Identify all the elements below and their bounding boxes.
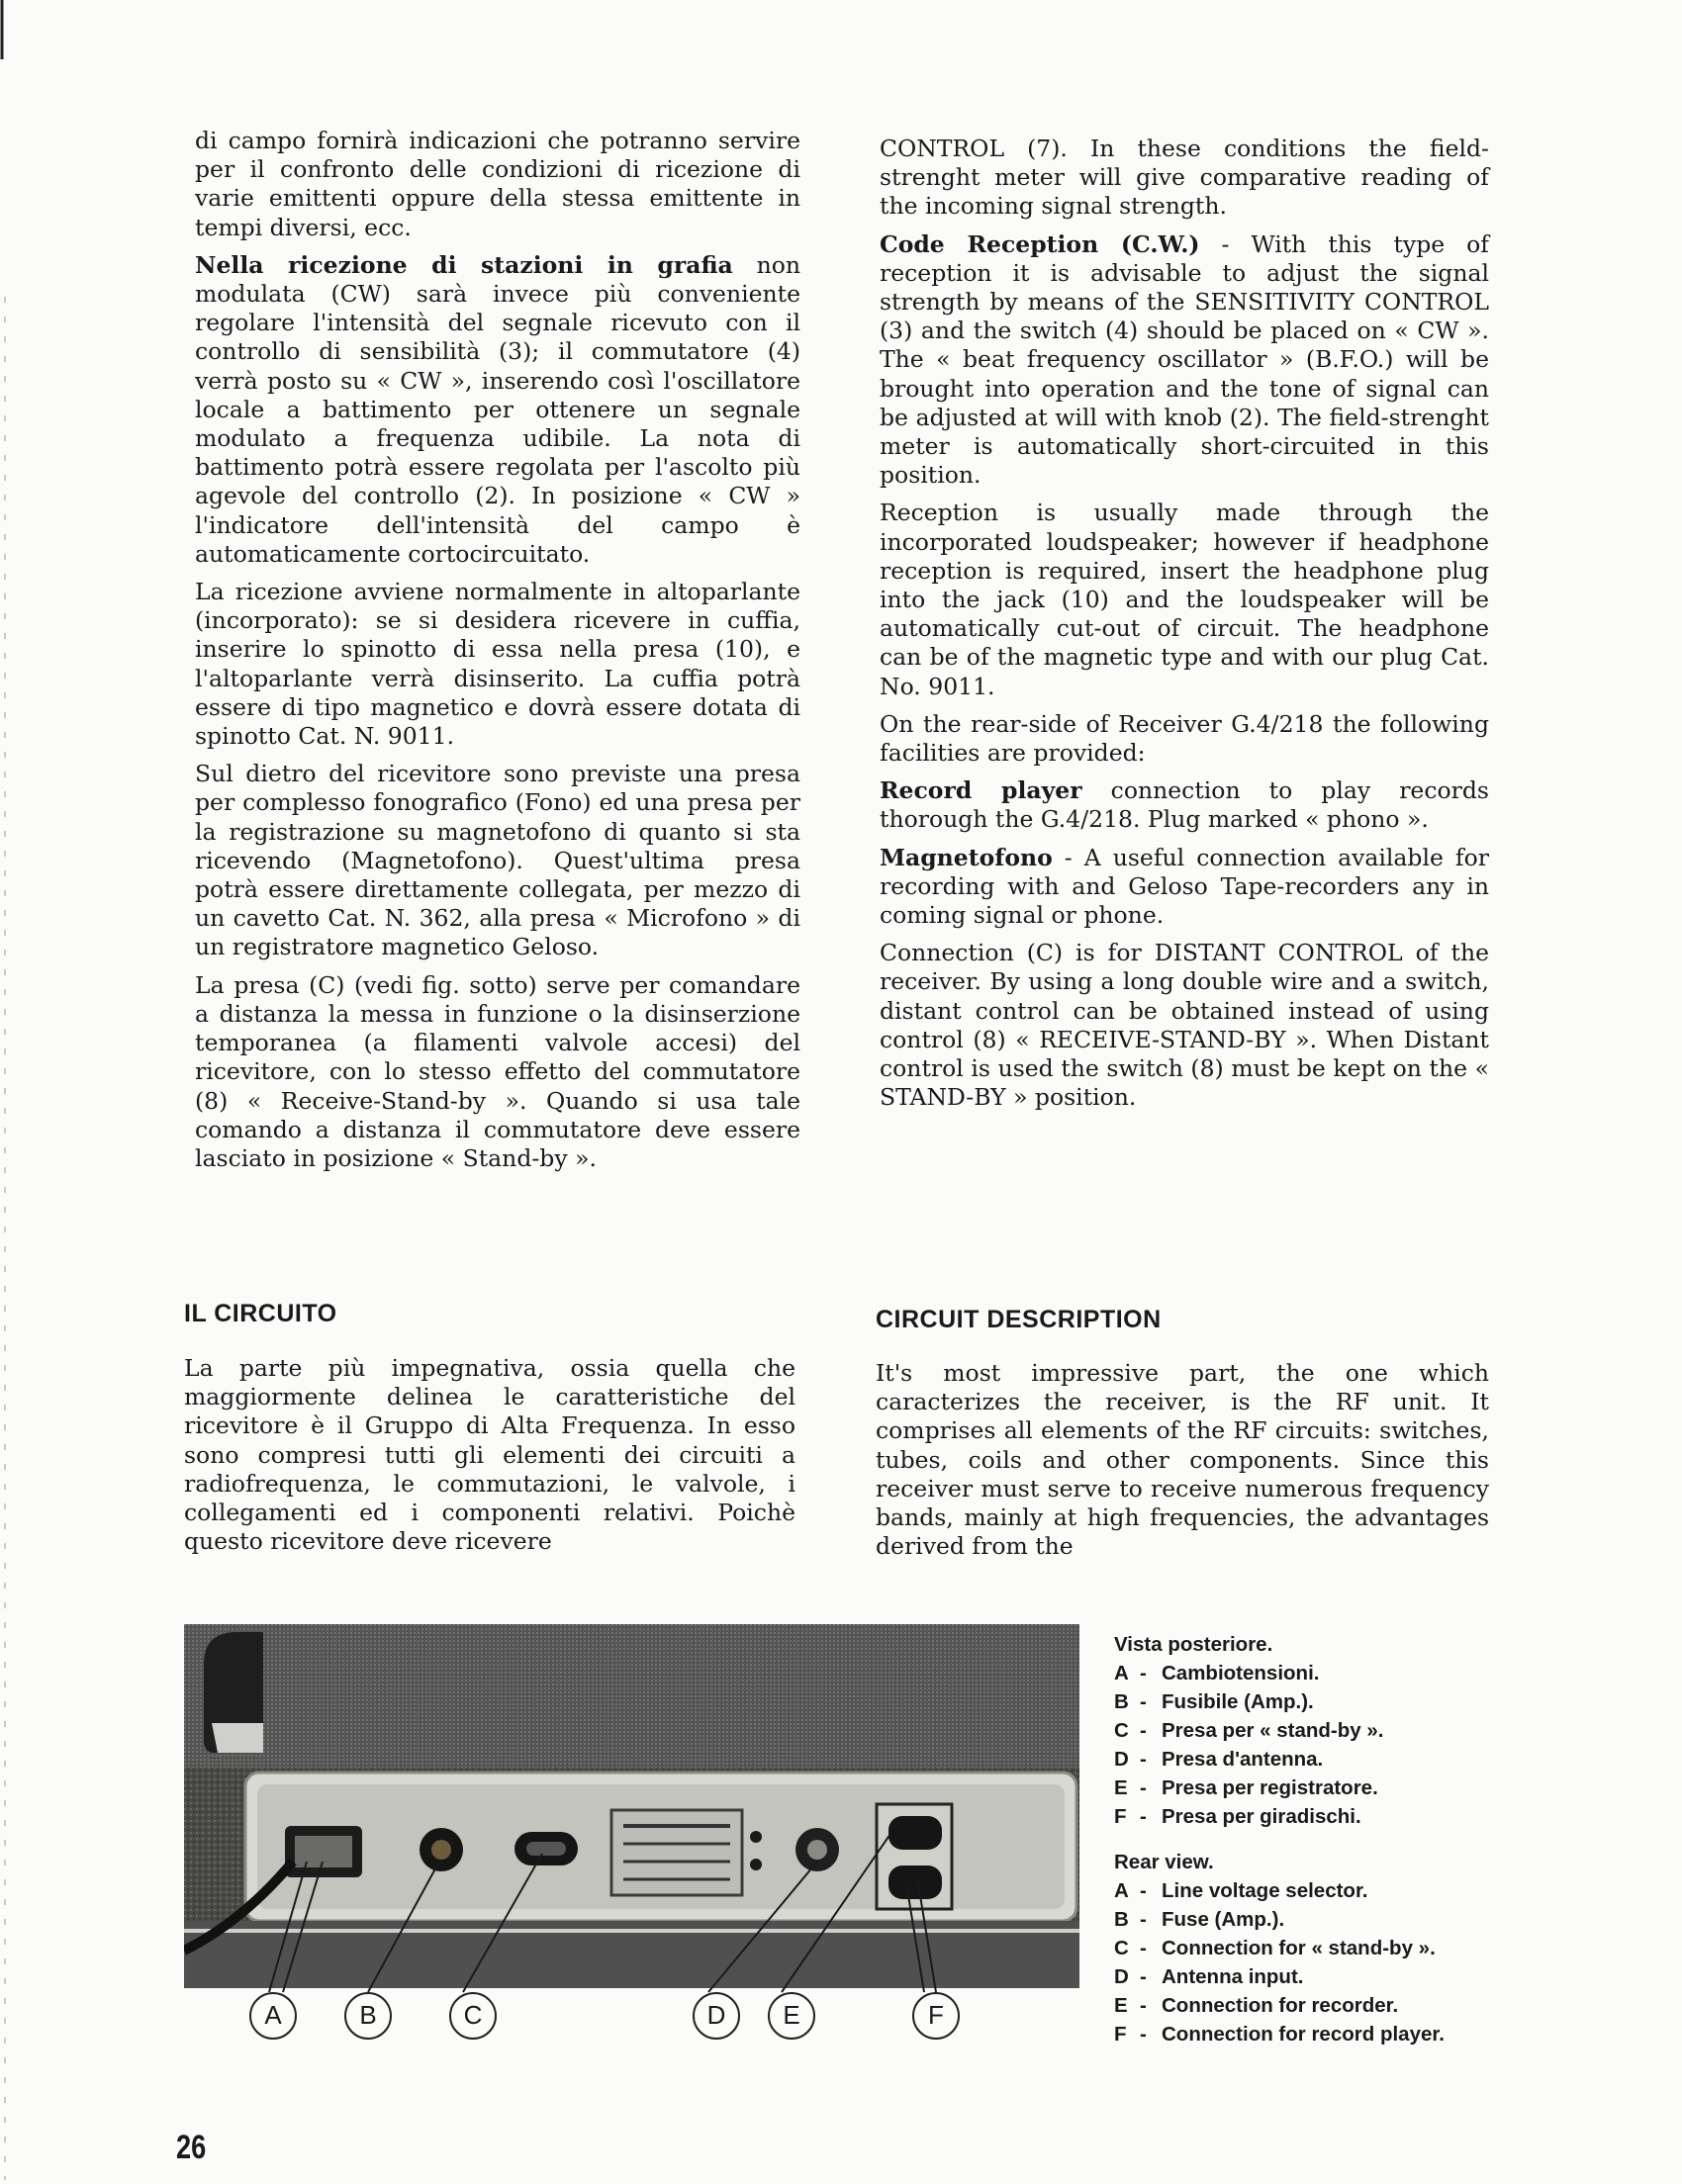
callout-label-a: A <box>249 1992 297 2040</box>
italian-text-column-top <box>195 127 800 1182</box>
paragraph-text: La presa (C) (vedi fig. sotto) serve per comandare a distanza la messa in funzione o la disinserzione temporanea (a filamenti valvole accesi) del ricevitore, con lo stesso effetto del commutatore (8) « Receive-Stand-by ». Quando si usa tale comando a distanza il commutatore deve essere lasciato in posizione « Stand-by ». <box>195 970 800 1172</box>
callout-label-f: F <box>912 1992 960 2040</box>
legend-item: F - Presa per giradischi. <box>1114 1802 1530 1831</box>
italian-text-column-bottom <box>184 1354 795 1565</box>
legend-text: Connection for « stand-by ». <box>1162 1937 1436 1959</box>
paragraph-text: - A useful connection available for recording with and Geloso Tape-recorders any in coming signal or phone. <box>880 843 1489 930</box>
legend-key: D <box>1114 1748 1129 1771</box>
legend-title-italian: Vista posteriore. <box>1114 1633 1273 1656</box>
paragraph-text: CONTROL (7). In these conditions the field-strenght meter will give comparative reading of the incoming signal strength. <box>880 135 1489 221</box>
binding-edge-shadow <box>0 0 14 2180</box>
section-title-italian: IL CIRCUITO <box>184 1300 337 1327</box>
section-title-english: CIRCUIT DESCRIPTION <box>876 1306 1162 1333</box>
callout-label-b: B <box>344 1992 392 2040</box>
paragraph-text: non modulata (CW) sarà invece più conveniente regolare l'intensità del segnale ricevuto con il controllo di sensibilità (3); il commutatore (4) verrà posto su « CW », inserendo così l'oscillatore locale a battimento per ottenere un segnale modulato a frequenza udibile. La nota di battimento potrà essere regolata per l'ascolto più agevole del controllo (2). In posizione « CW » l'indicatore dell'intensità del campo è automaticamente cortocircuitato. <box>195 250 801 568</box>
legend-item: C - Connection for « stand-by ». <box>1114 1934 1530 1962</box>
paragraph-lead: Code Reception (C.W.) <box>880 229 1200 258</box>
legend-text: Presa per registratore. <box>1162 1776 1378 1799</box>
paragraph <box>880 230 1489 491</box>
paragraph <box>880 135 1489 222</box>
paragraph-text: Reception is usually made through the incorporated loudspeaker; however if headphone reception is required, insert the headphone plug into the jack (10) and the loudspeaker will be automatically cut-out of circuit. The headphone can be of the magnetic type and with our plug Cat. No. 9011. <box>880 499 1489 700</box>
legend-key: E <box>1114 1994 1128 2017</box>
legend-item: A - Line voltage selector. <box>1114 1876 1530 1905</box>
paragraph-text: connection to play records thorough the G.4/218. Plug marked « phono ». <box>880 776 1489 834</box>
legend-item: D - Presa d'antenna. <box>1114 1745 1530 1774</box>
legend-item: E - Connection for recorder. <box>1114 1991 1530 2020</box>
legend-text: Line voltage selector. <box>1162 1879 1368 1902</box>
paragraph-lead: Magnetofono <box>880 843 1053 871</box>
legend-title-english: Rear view. <box>1114 1851 1214 1873</box>
paragraph-text: On the rear-side of Receiver G.4/218 the following facilities are provided: <box>880 709 1489 768</box>
paragraph-lead: Record player <box>880 776 1082 805</box>
legend-text: Cambiotensioni. <box>1162 1662 1320 1684</box>
legend-key: C <box>1114 1937 1129 1959</box>
paragraph-text: Connection (C) is for DISTANT CONTROL of the receiver. By using a long double wire and a switch, distant control can be obtained instead of using control (8) « RECEIVE-STAND-BY ». When Distant control is used the switch (8) must be kept on the « STAND-BY » position. <box>880 939 1489 1112</box>
legend-item: F - Connection for record player. <box>1114 2020 1530 2048</box>
paragraph <box>880 844 1489 931</box>
paragraph <box>195 578 800 751</box>
paragraph <box>880 710 1489 768</box>
paragraph <box>195 971 800 1173</box>
paragraph <box>195 127 800 242</box>
paragraph-text: - With this type of reception it is advisable to adjust the signal strength by means of the SENSITIVITY CONTROL (3) and the switch (4) should be placed on « CW ». The « beat frequency oscillator » (B.F.O.) will be brought into operation and the tone of signal can be adjusted at will with knob (2). The field-strenght meter is automatically short-circuited in this position. <box>880 229 1489 490</box>
page-number: 26 <box>176 2129 207 2166</box>
legend-key: E <box>1114 1776 1128 1799</box>
paragraph <box>195 760 800 961</box>
figure-legend <box>1114 1630 1530 2048</box>
legend-item: D - Antenna input. <box>1114 1962 1530 1991</box>
legend-text: Connection for record player. <box>1162 2023 1445 2046</box>
legend-item: B - Fuse (Amp.). <box>1114 1905 1530 1934</box>
english-text-column-top <box>880 135 1489 1122</box>
legend-item: A - Cambiotensioni. <box>1114 1659 1530 1687</box>
paragraph <box>195 251 800 569</box>
legend-text: Antenna input. <box>1162 1965 1304 1988</box>
paragraph <box>880 499 1489 700</box>
legend-text: Fusibile (Amp.). <box>1162 1690 1314 1713</box>
english-text-column-bottom <box>876 1359 1489 1570</box>
paragraph-text: Sul dietro del ricevitore sono previste una presa per complesso fonografico (Fono) ed una presa per la registrazione su magnetofono di quanto si sta ricevendo (Magnetofono). Quest'ultima presa potrà essere direttamente collegata, per mezzo di un cavetto Cat. N. 362, alla presa « Microfono » di un registratore magnetico Geloso. <box>195 760 800 961</box>
paragraph-text: di campo fornirà indicazioni che potranno servire per il confronto delle condizioni di ricezione di varie emittenti oppure della stessa emittente in tempi diversi, ecc. <box>195 127 800 241</box>
legend-key: A <box>1114 1662 1129 1684</box>
legend-text: Presa per giradischi. <box>1162 1805 1361 1828</box>
paragraph <box>880 776 1489 834</box>
paragraph-text: La ricezione avviene normalmente in altoparlante (incorporato): se si desidera ricevere in cuffia, inserire lo spinotto di essa nella presa (10), e l'altoparlante verrà disinserito. La cuffia potrà essere di tipo magnetico e dovrà essere dotata di spinotto Cat. N. 9011. <box>195 578 800 751</box>
legend-key: F <box>1114 2023 1127 2046</box>
legend-item: C - Presa per « stand-by ». <box>1114 1716 1530 1745</box>
paragraph: It's most impressive part, the one which caracterizes the receiver, is the RF unit. It comprises all elements of the RF circuits: switches, tubes, coils and other components. Since this receiver must serve to receive numerous frequency bands, mainly at high frequencies, the advantages derived from the <box>876 1359 1489 1561</box>
paragraph <box>880 939 1489 1112</box>
legend-key: D <box>1114 1965 1129 1988</box>
paragraph: La parte più impegnativa, ossia quella che maggiormente delinea le caratteristiche del ricevitore è il Gruppo di Alta Frequenza. In esso sono compresi tutti gli elementi dei circuiti a radiofrequenza, le commutazioni, le valvole, i collegamenti ed i componenti relativi. Poichè questo ricevitore deve ricevere <box>184 1354 795 1556</box>
legend-item: E - Presa per registratore. <box>1114 1774 1530 1802</box>
rear-view-figure <box>184 1624 1079 2067</box>
callout-label-d: D <box>693 1992 740 2040</box>
legend-key: A <box>1114 1879 1129 1902</box>
legend-key: B <box>1114 1690 1129 1713</box>
legend-item: B - Fusibile (Amp.). <box>1114 1687 1530 1716</box>
legend-key: B <box>1114 1908 1129 1931</box>
legend-text: Presa d'antenna. <box>1162 1748 1324 1771</box>
callout-label-e: E <box>768 1992 815 2040</box>
legend-key: F <box>1114 1805 1127 1828</box>
legend-text: Fuse (Amp.). <box>1162 1908 1285 1931</box>
legend-text: Connection for recorder. <box>1162 1994 1399 2017</box>
legend-text: Presa per « stand-by ». <box>1162 1719 1384 1742</box>
paragraph-lead: Nella ricezione di stazioni in grafia <box>195 250 733 279</box>
legend-key: C <box>1114 1719 1129 1742</box>
callout-label-c: C <box>449 1992 497 2040</box>
